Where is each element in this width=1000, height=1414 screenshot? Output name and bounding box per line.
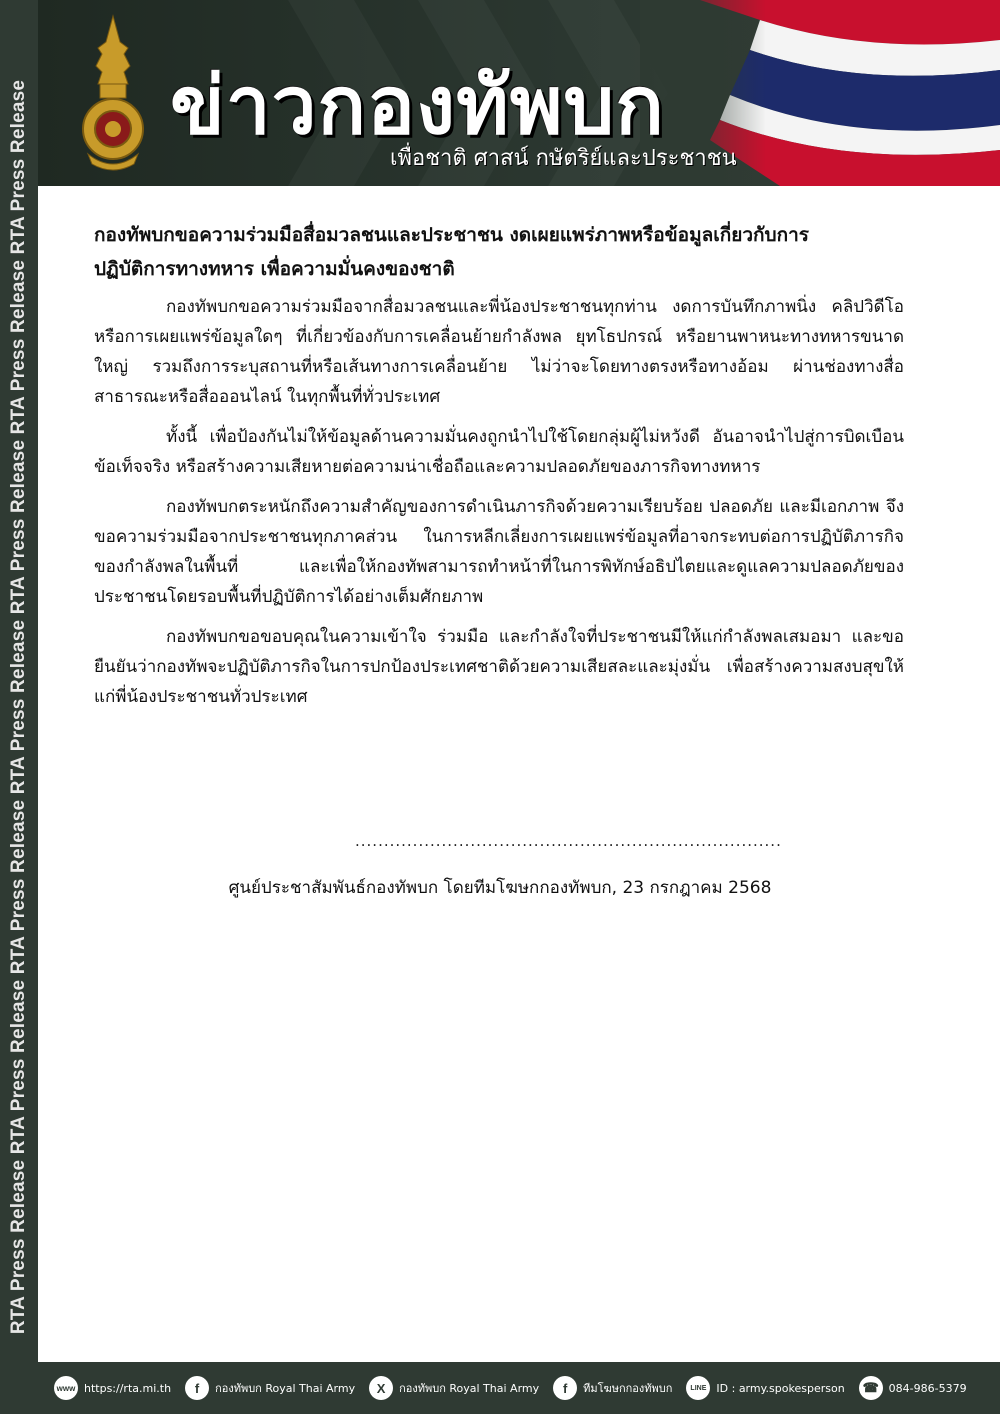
headline-line: ปฏิบัติการทางทหาร เพื่อความมั่นคงของชาติ: [94, 258, 455, 280]
x-icon: X: [369, 1376, 393, 1400]
royal-thai-army-emblem-icon: [78, 14, 148, 174]
footer-item-text: ทีมโฆษกกองทัพบก: [583, 1382, 673, 1395]
header-banner: [38, 0, 1000, 186]
footer-facebook-link[interactable]: [185, 1376, 355, 1400]
article-headline: [94, 218, 904, 286]
article-paragraph: ทั้งนี้ เพื่อป้องกันไม่ให้ข้อมูลด้านความมั่นคงถูกนำไปใช้โดยกลุ่มผู้ไม่หวังดี อันอาจนำไปสู่การบิดเบือนข้อเท็จจริง หรือสร้างความเสียหายต่อความน่าเชื่อถือและความปลอดภัยของภารกิจทางทหาร: [94, 427, 904, 477]
article-paragraph: กองทัพบกตระหนักถึงความสำคัญของการดำเนินภารกิจด้วยความเรียบร้อย ปลอดภัย และมีเอกภาพ จึงขอความร่วมมือจากประชาชนทุกภาคส่วน ในการหลีกเลี่ยงการเผยแพร่ข้อมูลที่อาจกระทบต่อการปฏิบัติภารกิจของกำลังพลในพื้นที่ และเพื่อให้กองทัพสามารถทำหน้าที่ในการพิทักษ์อธิปไตยและดูแลความปลอดภัยของประชาชนโดยรอบพื้นที่ปฏิบัติการได้อย่างเต็มศักยภาพ: [94, 497, 904, 607]
article-body: [94, 218, 904, 722]
line-icon: LINE: [686, 1376, 710, 1400]
www-icon: www: [54, 1376, 78, 1400]
footer-x-link[interactable]: [369, 1376, 539, 1400]
phone-icon: ☎: [859, 1376, 883, 1400]
footer-item-text: ID : army.spokesperson: [716, 1381, 845, 1395]
footer-facebook-spokesperson-link[interactable]: [553, 1376, 672, 1400]
side-banner: [0, 0, 38, 1414]
facebook-icon: f: [185, 1376, 209, 1400]
separator-line: ..........................................................................: [355, 832, 782, 850]
side-banner-text: RTA Press Release RTA Press Release RTA Press Release RTA Press Release RTA Press Release RTA Press Release RTA Press Release: [8, 79, 29, 1335]
footer-website-link[interactable]: [54, 1376, 171, 1400]
footer-contact-bar: [38, 1362, 1000, 1414]
footer-item-text: กองทัพบก Royal Thai Army: [215, 1382, 356, 1395]
footer-item-text: https://rta.mi.th: [84, 1381, 172, 1395]
footer-phone-link[interactable]: [859, 1376, 967, 1400]
headline-line: กองทัพบกขอความร่วมมือสื่อมวลชนและประชาชน งดเผยแพร่ภาพหรือข้อมูลเกี่ยวกับการ: [94, 224, 809, 246]
article-paragraph: กองทัพบกขอความร่วมมือจากสื่อมวลชนและพี่น้องประชาชนทุกท่าน งดการบันทึกภาพนิ่ง คลิปวิดีโอ หรือการเผยแพร่ข้อมูลใดๆ ที่เกี่ยวข้องกับการเคลื่อนย้ายกำลังพล ยุทโธปกรณ์ หรือยานพาหนะทางทหารขนาดใหญ่ รวมถึงการระบุสถานที่หรือเส้นทางการเคลื่อนย้าย ไม่ว่าจะโดยทางตรงหรือทางอ้อม ผ่านช่องทางสื่อสาธารณะหรือสื่อออนไลน์ ในทุกพื้นที่ทั่วประเทศ: [94, 297, 904, 407]
article-paragraph: กองทัพบกขอขอบคุณในความเข้าใจ ร่วมมือ และกำลังใจที่ประชาชนมีให้แก่กำลังพลเสมอมา และขอยืนยันว่ากองทัพจะปฏิบัติภารกิจในการปกป้องประเทศชาติด้วยความเสียสละและมุ่งมั่น เพื่อสร้างความสงบสุขให้แก่พี่น้องประชาชนทั่วประเทศ: [94, 627, 904, 707]
facebook-icon: f: [553, 1376, 577, 1400]
header-title: ข่าวกองทัพบก: [170, 59, 665, 152]
footer-line-link[interactable]: [686, 1376, 844, 1400]
header-motto: เพื่อชาติ ศาสน์ กษัตริย์และประชาชน: [390, 146, 737, 171]
footer-item-text: 084-986-5379: [888, 1381, 967, 1395]
footer-item-text: กองทัพบก Royal Thai Army: [399, 1382, 540, 1395]
article-signature: ศูนย์ประชาสัมพันธ์กองทัพบก โดยทีมโฆษกกองทัพบก, 23 กรกฎาคม 2568: [228, 878, 772, 898]
